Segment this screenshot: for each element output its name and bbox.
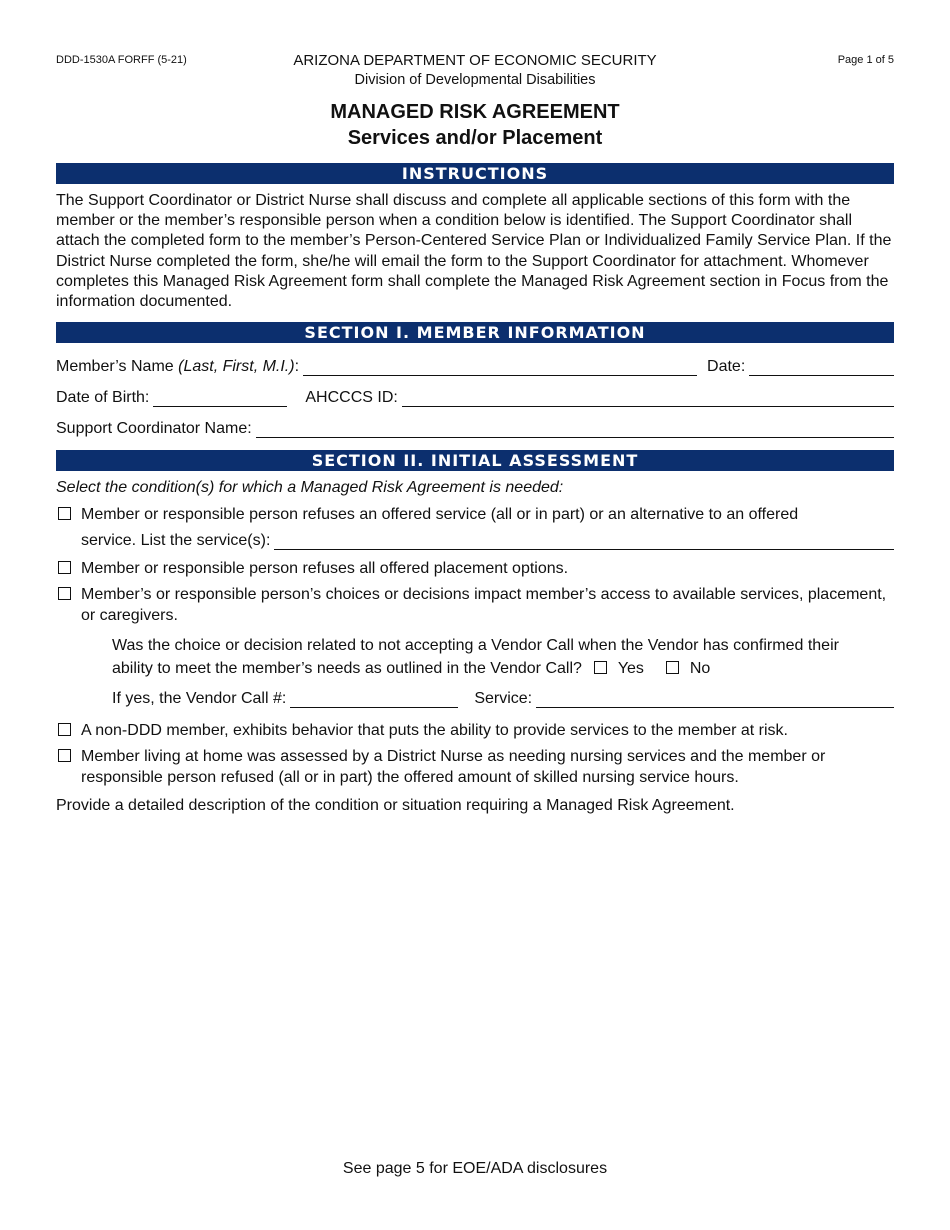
condition-prompt: Select the condition(s) for which a Managed Risk Agreement is needed: xyxy=(56,479,564,496)
non-ddd-checkbox[interactable] xyxy=(58,723,71,736)
condition-refuses-service xyxy=(56,504,896,525)
instructions-text: The Support Coordinator or District Nurse shall discuss and complete all applicable sections of this form with the member or the member’s responsible person when a condition below is identified. The Support Coordinator shall attach the completed form to the member’s Person-Centered Service Plan or Individualized Family Service Plan. If the District Nurse completed the form, she/he will email the form to the Support Coordinator for attachment. Whomever completes this Managed Risk Agreement form shall complete the Managed Risk Agreement section in Focus from the information documented. xyxy=(56,192,892,311)
vendor-call-label: If yes, the Vendor Call #: xyxy=(112,690,287,707)
agency-name: ARIZONA DEPARTMENT OF ECONOMIC SECURITY xyxy=(293,52,657,69)
form-code: DDD-1530A FORFF (5-21) xyxy=(56,54,187,66)
non-ddd-text: A non-DDD member, exhibits behavior that puts the ability to provide services to the member at risk. xyxy=(81,722,788,739)
coordinator-label: Support Coordinator Name: xyxy=(56,420,252,437)
yes-label: Yes xyxy=(617,660,644,677)
page-number: Page 1 of 5 xyxy=(837,54,894,66)
coordinator-row xyxy=(56,420,894,438)
refuses-service-checkbox[interactable] xyxy=(58,507,71,520)
service-list-label: service. List the service(s): xyxy=(81,532,271,549)
nursing-refused-checkbox[interactable] xyxy=(58,749,71,762)
condition-choices-impact xyxy=(56,584,896,626)
member-name-row xyxy=(56,358,894,376)
condition-nursing-refused xyxy=(56,746,896,788)
nursing-refused-text: Member living at home was assessed by a District Nurse as needing nursing services and the member or responsible person refused (all or in part) the offered amount of skilled nursing service hours. xyxy=(81,748,826,786)
vendor-call-question xyxy=(112,634,902,680)
yes-checkbox[interactable] xyxy=(594,661,607,674)
service-field[interactable] xyxy=(536,691,894,708)
dob-field[interactable] xyxy=(153,390,287,407)
instructions-heading: INSTRUCTIONS xyxy=(56,163,894,184)
refuses-placement-checkbox[interactable] xyxy=(58,561,71,574)
service-label: Service: xyxy=(474,690,533,707)
choices-impact-checkbox[interactable] xyxy=(58,587,71,600)
division-name: Division of Developmental Disabilities xyxy=(354,72,596,88)
refuses-placement-text: Member or responsible person refuses all offered placement options. xyxy=(81,560,569,577)
date-label: Date: xyxy=(707,358,746,375)
ahcccs-label: AHCCCS ID: xyxy=(305,389,398,406)
section2-heading: SECTION II. INITIAL ASSESSMENT xyxy=(56,450,894,471)
vendor-question-line2: ability to meet the member’s needs as outlined in the Vendor Call? Yes No xyxy=(112,660,711,677)
dob-label: Date of Birth: xyxy=(56,389,150,406)
member-name-field[interactable] xyxy=(303,359,697,376)
member-name-label: Member’s Name (Last, First, M.I.): xyxy=(56,358,300,375)
form-subtitle: Services and/or Placement xyxy=(347,127,603,149)
section1-heading: SECTION I. MEMBER INFORMATION xyxy=(56,322,894,343)
ahcccs-field[interactable] xyxy=(402,390,894,407)
no-checkbox[interactable] xyxy=(666,661,679,674)
vendor-question-line1: Was the choice or decision related to not accepting a Vendor Call when the Vendor has confirmed their xyxy=(112,637,839,654)
vendor-call-row xyxy=(112,690,894,708)
refuses-service-text: Member or responsible person refuses an offered service (all or in part) or an alternative to an offered xyxy=(81,506,799,523)
dob-row xyxy=(56,389,894,407)
service-list-field[interactable] xyxy=(274,533,894,550)
description-prompt: Provide a detailed description of the condition or situation requiring a Managed Risk Agreement. xyxy=(56,797,735,814)
condition-refuses-placement xyxy=(56,558,896,579)
choices-impact-text: Member’s or responsible person’s choices or decisions impact member’s access to available services, placement, or caregivers. xyxy=(81,586,887,624)
form-title: MANAGED RISK AGREEMENT xyxy=(330,101,620,123)
condition-non-ddd xyxy=(56,720,896,741)
coordinator-field[interactable] xyxy=(256,421,894,438)
footer-note: See page 5 for EOE/ADA disclosures xyxy=(342,1160,608,1177)
date-field[interactable] xyxy=(749,359,894,376)
vendor-call-field[interactable] xyxy=(290,691,458,708)
no-label: No xyxy=(689,660,711,677)
description-area[interactable] xyxy=(56,822,894,1142)
service-list-row xyxy=(81,532,894,550)
